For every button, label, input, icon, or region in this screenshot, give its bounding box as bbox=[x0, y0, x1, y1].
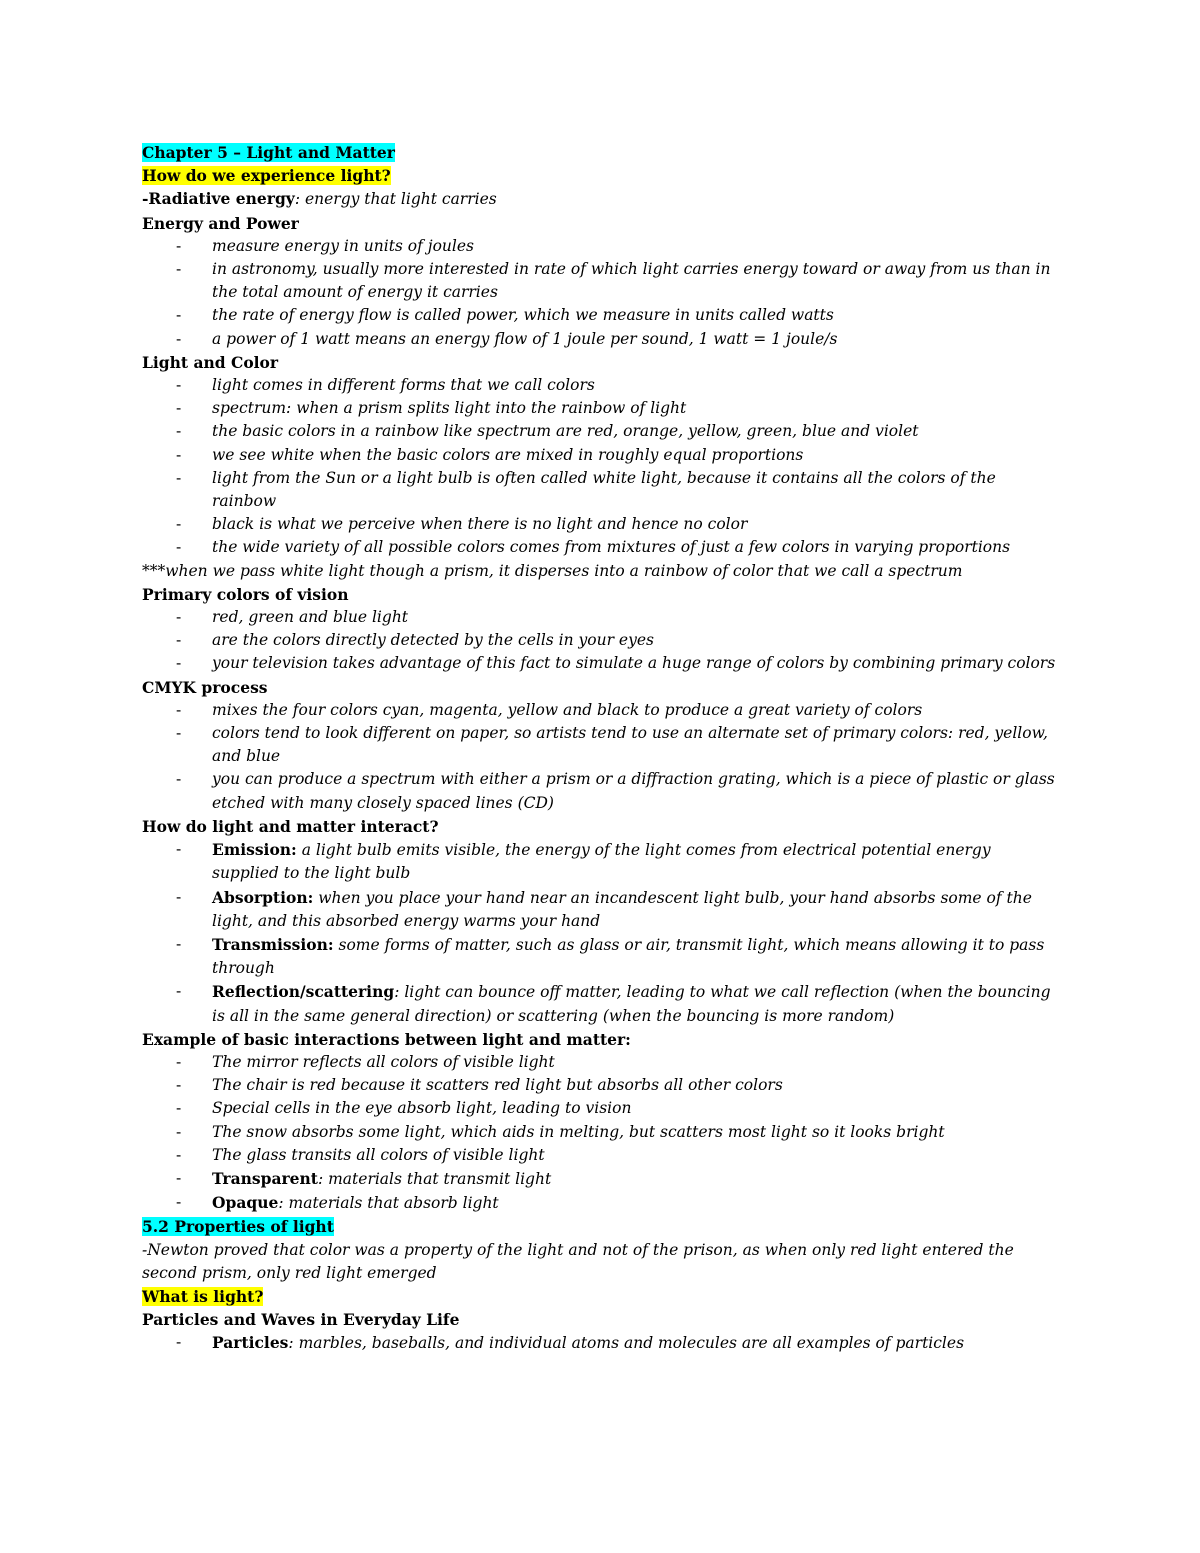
primary-colors-list bbox=[142, 606, 1062, 676]
list-item: - the rate of energy flow is called power, which we measure in units called watts bbox=[176, 306, 834, 325]
list-item: - in astronomy, usually more interested in rate of which light carries energy toward or away from us than in the total amount of energy it carries bbox=[176, 260, 1051, 302]
newton-paragraph: -Newton proved that color was a property of the light and not of the prison, as when only red light entered the second prism, only red light emerged bbox=[142, 1240, 1014, 1282]
list-item: - are the colors directly detected by the cells in your eyes bbox=[176, 631, 654, 650]
heading-energy-power: Energy and Power bbox=[142, 213, 299, 233]
particles-list bbox=[142, 1331, 1062, 1355]
document-page bbox=[142, 141, 1062, 1356]
list-item: - red, green and blue light bbox=[176, 608, 409, 627]
list-item: - Absorption: when you place your hand near an incandescent light bulb, your hand absorbs some of the light, and this absorbed energy warms your hand bbox=[176, 887, 1032, 930]
list-item: - The glass transits all colors of visible light bbox=[176, 1145, 545, 1164]
list-item: - black is what we perceive when there is no light and hence no color bbox=[176, 515, 748, 534]
list-item: - colors tend to look different on paper, so artists tend to use an alternate set of primary colors: red, yellow, and blue bbox=[176, 724, 1048, 766]
list-item: - light from the Sun or a light bulb is often called white light, because it contains all the colors of the rainbow bbox=[176, 468, 996, 511]
list-item: - we see white when the basic colors are mixed in roughly equal proportions bbox=[176, 445, 804, 464]
heading-light-color: Light and Color bbox=[142, 352, 279, 372]
energy-power-list bbox=[142, 235, 1062, 351]
list-item: - the wide variety of all possible colors comes from mixtures of just a few colors in varying proportions bbox=[176, 538, 1011, 557]
chapter-title: Chapter 5 – Light and Matter bbox=[142, 143, 395, 162]
list-item: - The snow absorbs some light, which aids in melting, but scatters most light so it looks bright bbox=[176, 1122, 945, 1141]
list-item: - a power of 1 watt means an energy flow of 1 joule per sound, 1 watt = 1 joule/s bbox=[176, 329, 838, 348]
list-item: - Particles: marbles, baseballs, and individual atoms and molecules are all examples of particles bbox=[176, 1333, 965, 1353]
examples-list bbox=[142, 1051, 1062, 1215]
heading-examples: Example of basic interactions between light and matter: bbox=[142, 1029, 631, 1049]
light-color-list bbox=[142, 374, 1062, 560]
list-item: - Special cells in the eye absorb light, leading to vision bbox=[176, 1099, 632, 1118]
cmyk-list bbox=[142, 699, 1062, 815]
list-item: - light comes in different forms that we call colors bbox=[176, 376, 595, 395]
list-item: - your television takes advantage of this fact to simulate a huge range of colors by combining primary colors bbox=[176, 654, 1056, 673]
heading-cmyk: CMYK process bbox=[142, 677, 268, 697]
list-item: - you can produce a spectrum with either a prism or a diffraction grating, which is a piece of plastic or glass etched with many closely spaced lines (CD) bbox=[176, 770, 1055, 812]
heading-experience-light: How do we experience light? bbox=[142, 166, 391, 186]
list-item: - the basic colors in a rainbow like spectrum are red, orange, yellow, green, blue and violet bbox=[176, 422, 919, 441]
interact-list bbox=[142, 838, 1062, 1028]
list-item: - Reflection/scattering: light can bounce off matter, leading to what we call reflection (when the bouncing is all in the same general direction) or scattering (when the bouncing is more random) bbox=[176, 982, 1051, 1025]
list-item: - mixes the four colors cyan, magenta, yellow and black to produce a great variety of colors bbox=[176, 700, 923, 719]
list-item: - The mirror reflects all colors of visible light bbox=[176, 1052, 555, 1071]
radiative-energy-line: -Radiative energy: energy that light carries bbox=[142, 189, 497, 209]
heading-interact: How do light and matter interact? bbox=[142, 816, 439, 836]
list-item: - Emission: a light bulb emits visible, the energy of the light comes from electrical potential energy supplied to the light bulb bbox=[176, 840, 991, 883]
list-item: - Opaque: materials that absorb light bbox=[176, 1193, 499, 1213]
list-item: - Transmission: some forms of matter, such as glass or air, transmit light, which means allowing it to pass through bbox=[176, 934, 1045, 978]
heading-primary-colors: Primary colors of vision bbox=[142, 584, 349, 604]
spectrum-note: ***when we pass white light though a prism, it disperses into a rainbow of color that we call a spectrum bbox=[142, 561, 963, 580]
list-item: - Transparent: materials that transmit light bbox=[176, 1168, 552, 1188]
heading-what-is-light: What is light? bbox=[142, 1286, 264, 1306]
list-item: - The chair is red because it scatters red light but absorbs all other colors bbox=[176, 1076, 783, 1095]
heading-properties: 5.2 Properties of light bbox=[142, 1217, 334, 1237]
list-item: - measure energy in units of joules bbox=[176, 236, 475, 255]
heading-particles-waves: Particles and Waves in Everyday Life bbox=[142, 1310, 460, 1330]
list-item: - spectrum: when a prism splits light into the rainbow of light bbox=[176, 399, 687, 418]
